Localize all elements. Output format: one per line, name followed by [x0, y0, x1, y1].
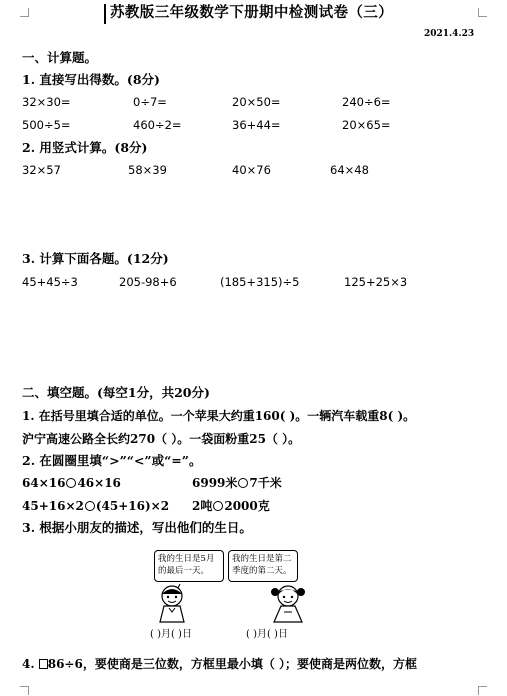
text-cursor — [104, 4, 106, 24]
birthday-answer-girl: ( )月( )日 — [246, 629, 288, 640]
compare-right: 46×16 — [77, 476, 121, 490]
page-title: 苏教版三年级数学下册期中检测试卷（三） — [110, 4, 394, 21]
answer-circle[interactable] — [66, 478, 76, 488]
compare-right: 2000克 — [224, 499, 270, 513]
corner-mark-bottom-left — [20, 686, 29, 695]
compare-left: 2吨 — [192, 499, 213, 513]
compare-right: 7千米 — [249, 476, 282, 490]
corner-mark-top-left — [20, 8, 29, 17]
vertical-calc-item: 40×76 — [232, 163, 271, 177]
speech-bubble-girl: 我的生日是第二季度的第二天。 — [228, 550, 298, 582]
vertical-calc-item: 58×39 — [128, 163, 167, 177]
mixed-calc-item: 45+45÷3 — [22, 275, 78, 289]
compare-left: 6999米 — [192, 476, 238, 490]
compare-right: (45+16)×2 — [95, 499, 170, 513]
question-3-label: 3. 根据小朋友的描述，写出他们的生日。 — [22, 520, 252, 535]
speech-bubble-boy: 我的生日是5月的最后一天。 — [154, 550, 224, 582]
vertical-calc-item: 32×57 — [22, 163, 61, 177]
compare-item-a — [22, 477, 121, 489]
compare-item-d — [192, 500, 270, 512]
answer-circle[interactable] — [213, 501, 223, 511]
compare-item-c — [22, 500, 169, 512]
vertical-calc-item: 64×48 — [330, 163, 369, 177]
mixed-calc-item: 205-98+6 — [119, 275, 177, 289]
answer-box[interactable] — [39, 659, 48, 669]
mixed-calc-item: (185+315)÷5 — [220, 275, 300, 289]
question-4-line — [22, 658, 417, 670]
oral-item: 20×65= — [342, 118, 391, 132]
oral-item: 20×50= — [232, 95, 281, 109]
compare-left: 64×16 — [22, 476, 66, 490]
oral-item: 32×30= — [22, 95, 71, 109]
compare-left: 45+16×2 — [22, 499, 84, 513]
mixed-calc-item: 125+25×3 — [344, 275, 408, 289]
corner-mark-top-right — [478, 8, 487, 17]
section-heading-fill-blank: 二、填空题。(每空1分，共20分) — [22, 385, 210, 400]
birthday-answer-boy: ( )月( )日 — [150, 629, 192, 640]
oral-item: 240÷6= — [342, 95, 391, 109]
compare-item-b — [192, 477, 282, 489]
exam-date: 2021.4.23 — [424, 29, 475, 39]
question-3-label: 3. 计算下面各题。(12分) — [22, 251, 169, 266]
question-1-label: 1. 直接写出得数。(8分) — [22, 72, 160, 87]
oral-item: 460÷2= — [133, 118, 182, 132]
oral-item: 0÷7= — [133, 95, 167, 109]
question-1-line-2: 沪宁高速公路全长约270（ ）。一袋面粉重25（ ）。 — [22, 432, 301, 446]
question-4-text: 86÷6，要使商是三位数，方框里最小填（ ）；要使商是两位数，方框 — [47, 657, 418, 671]
question-2-label: 2. 用竖式计算。(8分) — [22, 140, 148, 155]
question-2-label: 2. 在圆圈里填“>”“<”或“=”。 — [22, 453, 202, 468]
girl-cartoon-icon — [266, 582, 311, 624]
answer-circle[interactable] — [85, 501, 95, 511]
question-1-line-1: 1. 在括号里填合适的单位。一个苹果大约重160( )。一辆汽车载重8( )。 — [22, 409, 416, 423]
section-heading-calculation: 一、计算题。 — [22, 50, 98, 65]
question-4-number: 4. — [22, 657, 39, 671]
oral-item: 500÷5= — [22, 118, 71, 132]
answer-circle[interactable] — [238, 478, 248, 488]
corner-mark-bottom-right — [478, 686, 487, 695]
oral-item: 36+44= — [232, 118, 281, 132]
boy-cartoon-icon — [150, 582, 195, 624]
